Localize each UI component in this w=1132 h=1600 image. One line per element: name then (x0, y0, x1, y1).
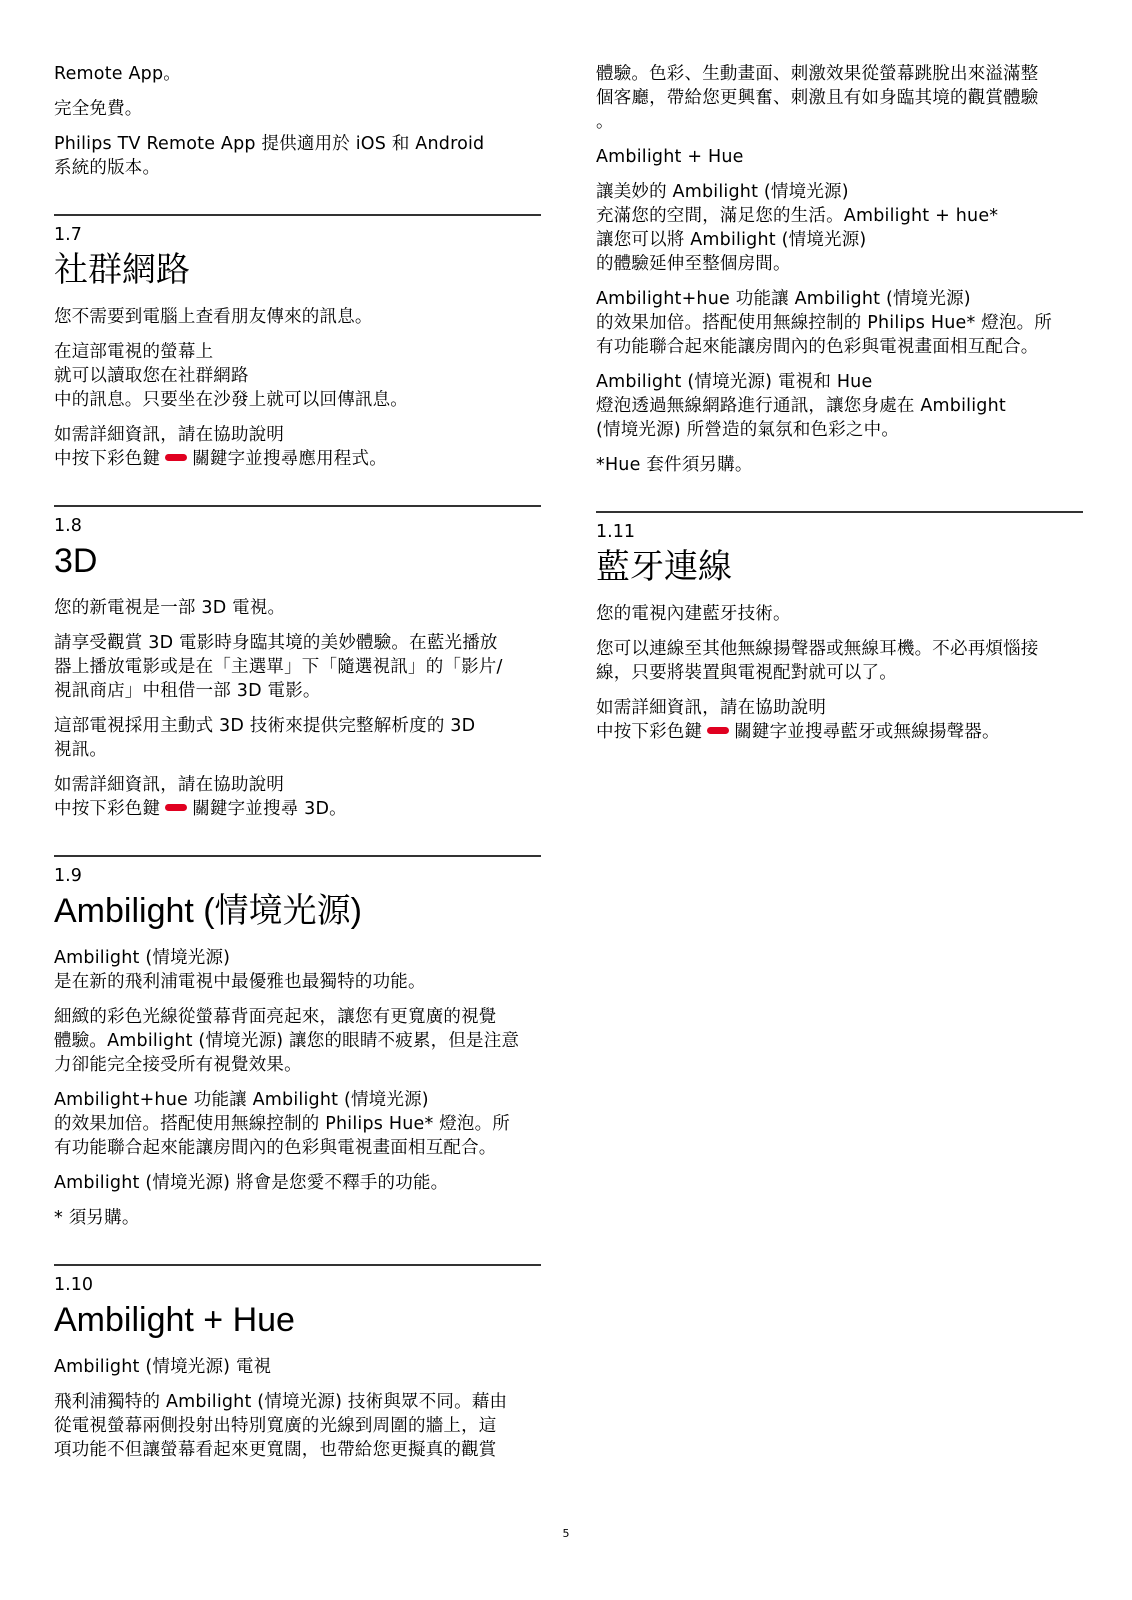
left-column (54, 62, 541, 1473)
section-title: Ambilight + Hue (54, 1301, 295, 1339)
paragraph: Ambilight (情境光源) 將會是您愛不釋手的功能。 (54, 1173, 449, 1193)
help-note (54, 773, 541, 821)
section-1-8-3d (54, 505, 541, 821)
paragraph: Ambilight + Hue (596, 147, 744, 167)
intro-versions: Philips TV Remote App 提供適用於 iOS 和 Android 系統的版本。 (54, 134, 485, 178)
paragraph: Ambilight+hue 功能讓 Ambilight (情境光源) 的效果加倍。搭配使用無線控制的 Philips Hue* 燈泡。所 有功能聯合起來能讓房間內的色彩與電視畫面相互配合。 (54, 1090, 511, 1158)
help-note-keyword: 關鍵字並搜尋藍牙或無線揚聲器。 (734, 722, 1000, 742)
intro-remote-app: Remote App。 (54, 64, 181, 84)
paragraph: 讓美妙的 Ambilight (情境光源) 充滿您的空間，滿足您的生活。Ambilight + hue* 讓您可以將 Ambilight (情境光源) 的體驗延伸至整個房間。 (596, 182, 999, 274)
section-title: 藍牙連線 (596, 548, 732, 586)
section-1-11-bluetooth (596, 511, 1083, 744)
help-note-text: 如需詳細資訊，請在協助說明 中按下彩色鍵 (54, 775, 285, 819)
page-number: 5 (562, 1527, 570, 1540)
section-1-7-social-network (54, 214, 541, 471)
section-number: 1.7 (54, 225, 82, 245)
paragraph: Ambilight (情境光源) 是在新的飛利浦電視中最優雅也最獨特的功能。 (54, 948, 426, 992)
paragraph: 細緻的彩色光線從螢幕背面亮起來，讓您有更寬廣的視覺 體驗。Ambilight (情境光源) 讓您的眼睛不疲累，但是注意 力卻能完全接受所有視覺效果。 (54, 1007, 520, 1075)
paragraph: 請享受觀賞 3D 電影時身臨其境的美妙體驗。在藍光播放 器上播放電影或是在「主選單」下「隨選視訊」的「影片/ 視訊商店」中租借一部 3D 電影。 (54, 633, 503, 701)
paragraph: 飛利浦獨特的 Ambilight (情境光源) 技術與眾不同。藉由 從電視螢幕兩側投射出特別寬廣的光線到周圍的牆上，這 項功能不但讓螢幕看起來更寬闊，也帶給您更擬真的觀賞 (54, 1392, 508, 1460)
section-title: 3D (54, 542, 98, 580)
section-number: 1.8 (54, 516, 82, 536)
help-note-keyword: 關鍵字並搜尋應用程式。 (192, 449, 387, 469)
section-number: 1.10 (54, 1275, 93, 1295)
red-color-key-icon (165, 804, 187, 811)
help-note (596, 696, 1083, 744)
paragraph: 體驗。色彩、生動畫面、刺激效果從螢幕跳脫出來溢滿整 個客廳，帶給您更興奮、刺激且有如身臨其境的觀賞體驗 。 (596, 64, 1039, 132)
help-note-text: 如需詳細資訊，請在協助說明 中按下彩色鍵 (596, 698, 827, 742)
paragraph: * 須另購。 (54, 1208, 140, 1228)
paragraph: 您不需要到電腦上查看朋友傳來的訊息。 (54, 307, 373, 327)
paragraph: 這部電視採用主動式 3D 技術來提供完整解析度的 3D 視訊。 (54, 716, 476, 760)
paragraph: Ambilight (情境光源) 電視 (54, 1357, 272, 1377)
help-note-keyword: 關鍵字並搜尋 3D。 (192, 799, 347, 819)
section-title: 社群網路 (54, 251, 190, 289)
paragraph: 在這部電視的螢幕上 就可以讀取您在社群網路 中的訊息。只要坐在沙發上就可以回傳訊息。 (54, 342, 408, 410)
paragraph: Ambilight+hue 功能讓 Ambilight (情境光源) 的效果加倍。搭配使用無線控制的 Philips Hue* 燈泡。所 有功能聯合起來能讓房間內的色彩與電視畫面相互配合。 (596, 289, 1053, 357)
right-column (596, 62, 1083, 755)
paragraph: Ambilight (情境光源) 電視和 Hue 燈泡透過無線網路進行通訊，讓您身處在 Ambilight (情境光源) 所營造的氣氛和色彩之中。 (596, 372, 1006, 440)
section-title: Ambilight (情境光源) (54, 892, 362, 930)
red-color-key-icon (707, 727, 729, 734)
paragraph: *Hue 套件須另購。 (596, 455, 753, 475)
help-note (54, 423, 541, 471)
intro-free: 完全免費。 (54, 99, 143, 119)
red-color-key-icon (165, 454, 187, 461)
section-1-10-ambilight-hue (54, 1264, 541, 1462)
help-note-text: 如需詳細資訊，請在協助說明 中按下彩色鍵 (54, 425, 285, 469)
section-number: 1.11 (596, 522, 635, 542)
paragraph: 您的電視內建藍牙技術。 (596, 604, 791, 624)
paragraph: 您的新電視是一部 3D 電視。 (54, 598, 286, 618)
section-1-9-ambilight (54, 855, 541, 1230)
paragraph: 您可以連線至其他無線揚聲器或無線耳機。不必再煩惱接 線，只要將裝置與電視配對就可以了。 (596, 639, 1039, 683)
section-number: 1.9 (54, 866, 82, 886)
